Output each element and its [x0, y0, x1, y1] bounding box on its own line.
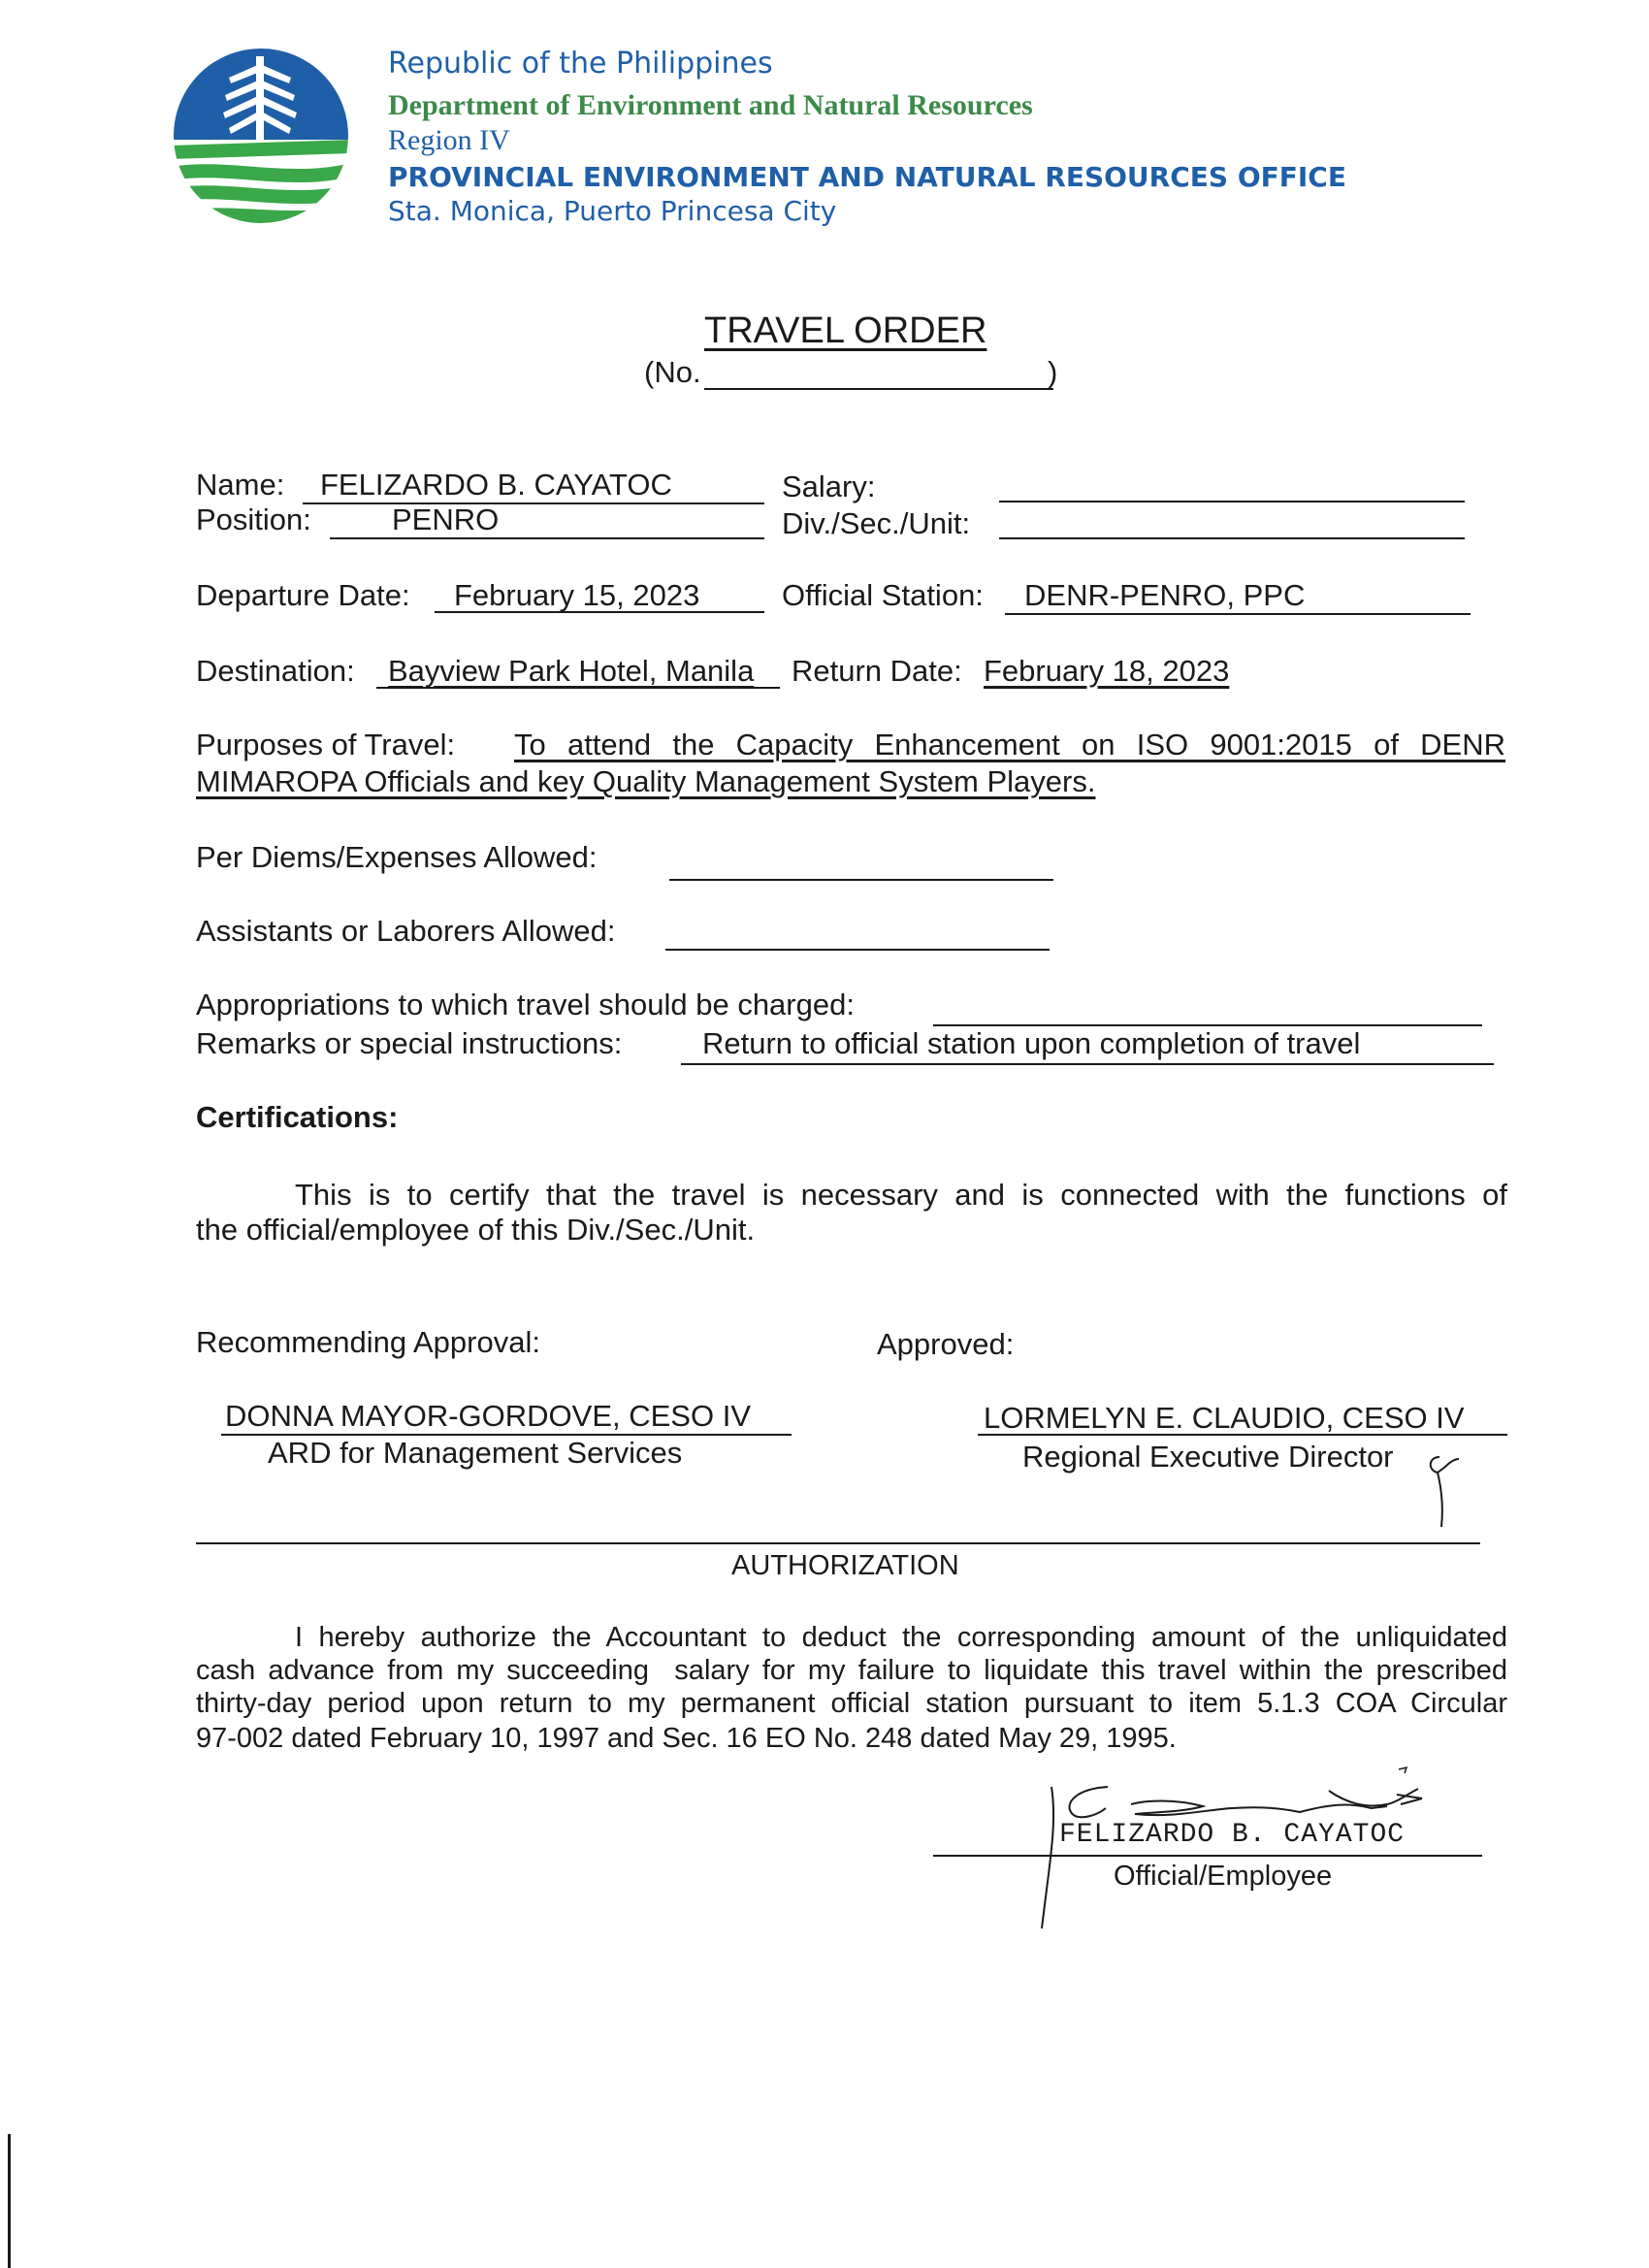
certifications-heading: Certifications:: [196, 1100, 399, 1134]
authorization-line-3: thirty-day period upon return to my permanent official station pursuant to item 5.1.3 COA Circular: [196, 1688, 1507, 1719]
position-value: PENRO: [392, 502, 500, 536]
header-republic: Republic of the Philippines: [388, 47, 773, 81]
recommending-label: Recommending Approval:: [196, 1325, 540, 1359]
name-label: Name:: [196, 468, 285, 502]
header-office: PROVINCIAL ENVIRONMENT AND NATURAL RESOURCES OFFICE: [388, 161, 1346, 193]
recommending-name: DONNA MAYOR-GORDOVE, CESO IV: [225, 1399, 752, 1433]
number-prefix: (No.: [644, 355, 701, 389]
position-line: [330, 537, 764, 539]
departure-line: [435, 611, 764, 613]
return-value: February 18, 2023: [984, 654, 1230, 688]
station-label: Official Station:: [782, 578, 984, 612]
header-region: Region IV: [388, 124, 510, 156]
destination-label: Destination:: [196, 654, 355, 688]
authorization-line-2: cash advance from my succeeding salary for my failure to liquidate this travel within the prescribed: [196, 1655, 1507, 1686]
employee-title: Official/Employee: [1114, 1861, 1333, 1892]
appropriations-label: Appropriations to which travel should be charged:: [196, 988, 855, 1021]
header-department: Department of Environment and Natural Resources: [388, 89, 1033, 121]
departure-value: February 15, 2023: [454, 578, 700, 612]
assistants-line: [665, 949, 1050, 951]
purpose-label: Purposes of Travel:: [196, 728, 456, 761]
station-value: DENR-PENRO, PPC: [1024, 578, 1306, 612]
employee-line: [933, 1855, 1482, 1857]
return-label: Return Date:: [792, 654, 962, 688]
authorization-line-4: 97-002 dated February 10, 1997 and Sec. 16 EO No. 248 dated May 29, 1995.: [196, 1723, 1177, 1754]
name-line: [303, 502, 764, 504]
destination-value: Bayview Park Hotel, Manila: [388, 654, 755, 688]
initial-mark: [1422, 1440, 1461, 1529]
departure-label: Departure Date:: [196, 578, 410, 612]
approved-name: LORMELYN E. CLAUDIO, CESO IV: [984, 1401, 1465, 1435]
approved-line: [978, 1434, 1507, 1436]
authorization-line-1: I hereby authorize the Accountant to deduct the corresponding amount of the unliquidated: [295, 1622, 1507, 1653]
division-line: [999, 537, 1465, 539]
employee-signature: [1038, 1766, 1465, 1940]
header-address: Sta. Monica, Puerto Princesa City: [388, 195, 837, 227]
scan-edge-mark: [8, 2134, 11, 2268]
employee-name: FELIZARDO B. CAYATOC: [1059, 1820, 1406, 1850]
remarks-line: [681, 1063, 1494, 1065]
authorization-divider: [196, 1542, 1480, 1544]
approved-label: Approved:: [877, 1327, 1015, 1361]
name-value: FELIZARDO B. CAYATOC: [320, 468, 672, 502]
certification-line-1: This is to certify that the travel is necessary and is connected with the functions of: [295, 1178, 1507, 1212]
division-label: Div./Sec./Unit:: [782, 506, 971, 540]
certification-line-2: the official/employee of this Div./Sec./Unit.: [196, 1213, 756, 1247]
purpose-line-2: MIMAROPA Officials and key Quality Management System Players.: [196, 764, 1096, 798]
denr-logo: [171, 43, 351, 229]
document-title: TRAVEL ORDER: [704, 310, 987, 351]
salary-line: [999, 501, 1465, 502]
remarks-label: Remarks or special instructions:: [196, 1026, 623, 1060]
approved-title: Regional Executive Director: [1022, 1440, 1394, 1474]
station-line: [1005, 613, 1471, 615]
destination-line: [376, 687, 780, 689]
remarks-value: Return to official station upon completion of travel: [702, 1026, 1361, 1060]
perdiem-label: Per Diems/Expenses Allowed:: [196, 840, 598, 874]
purpose-line-1: To attend the Capacity Enhancement on ISO 9001:2015 of DENR: [514, 728, 1505, 761]
number-line: [704, 388, 1053, 390]
position-label: Position:: [196, 502, 311, 536]
perdiem-line: [669, 879, 1053, 881]
salary-label: Salary:: [782, 470, 876, 503]
authorization-heading: AUTHORIZATION: [731, 1550, 959, 1581]
recommending-title: ARD for Management Services: [268, 1436, 683, 1470]
number-suffix: ): [1048, 355, 1058, 389]
assistants-label: Assistants or Laborers Allowed:: [196, 914, 616, 948]
